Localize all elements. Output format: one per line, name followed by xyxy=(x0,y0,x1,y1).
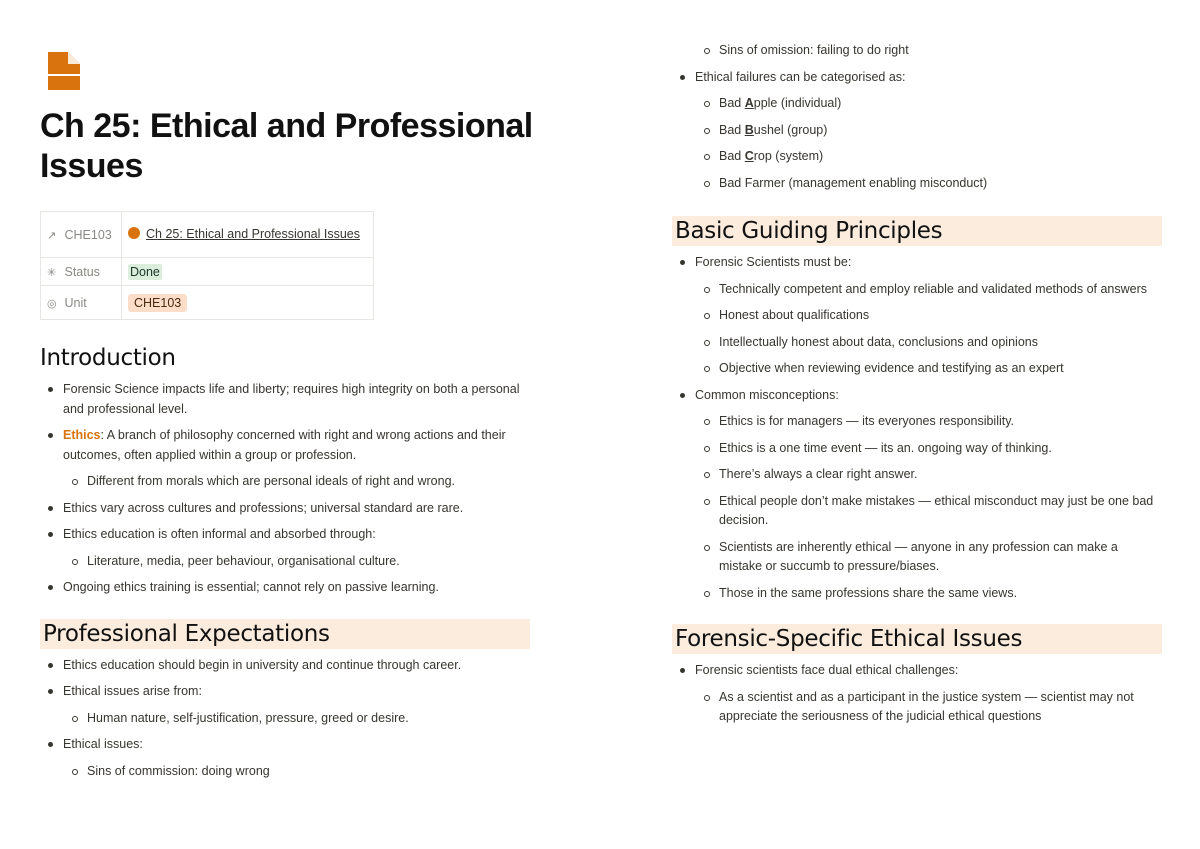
list-item: Forensic Scientists must be: xyxy=(672,253,1162,273)
list-item: Honest about qualifications xyxy=(672,306,1162,326)
heading-basic-guiding-principles: Basic Guiding Principles xyxy=(672,216,1162,246)
unit-key: Unit xyxy=(64,295,87,310)
list-item: Those in the same professions share the same views. xyxy=(672,584,1162,604)
list-item: Bad Crop (system) xyxy=(672,147,1162,167)
list-item: Sins of commission: doing wrong xyxy=(40,762,530,782)
left-column xyxy=(40,343,530,781)
heading-professional-expectations: Professional Expectations xyxy=(40,619,530,649)
arrow-up-right-icon: ↗ xyxy=(47,229,57,242)
list-item: Literature, media, peer behaviour, organisational culture. xyxy=(40,552,530,572)
document-icon xyxy=(48,52,80,90)
heading-forensic-specific-ethical-issues: Forensic-Specific Ethical Issues xyxy=(672,624,1162,654)
list-item: Ethics is a one time event — its an. ongoing way of thinking. xyxy=(672,439,1162,459)
list-item: Ethics education should begin in university and continue through career. xyxy=(40,656,530,676)
list-item: Ethics: A branch of philosophy concerned with right and wrong actions and their outcomes, often applied within a group or profession. xyxy=(40,426,530,465)
list-item: Common misconceptions: xyxy=(672,386,1162,406)
list-item: Technically competent and employ reliable and validated methods of answers xyxy=(672,280,1162,300)
properties-table xyxy=(40,211,374,320)
status-key: Status xyxy=(64,264,100,279)
list-item: Ethical people don’t make mistakes — ethical misconduct may just be one bad decision. xyxy=(672,492,1162,531)
list-item: Forensic Science impacts life and liberty; requires high integrity on both a personal and professional level. xyxy=(40,380,530,419)
list-item: Ethics is for managers — its everyones responsibility. xyxy=(672,412,1162,432)
professional-list-continued xyxy=(672,41,1162,193)
property-row-status xyxy=(41,258,374,286)
page-title: Ch 25: Ethical and Professional Issues xyxy=(40,107,533,185)
property-row-unit xyxy=(41,286,374,320)
property-row-relation xyxy=(41,212,374,258)
relation-link[interactable]: Ch 25: Ethical and Professional Issues xyxy=(146,227,361,241)
list-item: Different from morals which are personal ideals of right and wrong. xyxy=(40,472,530,492)
list-item: Ethics education is often informal and absorbed through: xyxy=(40,525,530,545)
list-item: Ethical issues arise from: xyxy=(40,682,530,702)
list-item: Ethical failures can be categorised as: xyxy=(672,68,1162,88)
list-item: Ethics vary across cultures and professions; universal standard are rare. xyxy=(40,499,530,519)
relation-key: CHE103 xyxy=(64,227,112,242)
list-item: Objective when reviewing evidence and testifying as an expert xyxy=(672,359,1162,379)
unit-badge[interactable]: CHE103 xyxy=(128,294,187,312)
target-icon: ◎ xyxy=(47,297,57,310)
list-item: Scientists are inherently ethical — anyone in any profession can make a mistake or succumb to pressure/biases. xyxy=(672,538,1162,577)
relation-page-icon xyxy=(128,227,140,239)
list-item: Ongoing ethics training is essential; cannot rely on passive learning. xyxy=(40,578,530,598)
list-item: Forensic scientists face dual ethical challenges: xyxy=(672,661,1162,681)
list-item: There’s always a clear right answer. xyxy=(672,465,1162,485)
status-badge[interactable]: Done xyxy=(130,264,160,279)
forensic-list xyxy=(672,661,1162,727)
list-item: Intellectually honest about data, conclusions and opinions xyxy=(672,333,1162,353)
heading-introduction: Introduction xyxy=(40,345,176,371)
loader-icon: ✳ xyxy=(47,266,57,279)
list-item: Human nature, self-justification, pressure, greed or desire. xyxy=(40,709,530,729)
list-item: Bad Farmer (management enabling misconduct) xyxy=(672,174,1162,194)
list-item: Bad Bushel (group) xyxy=(672,121,1162,141)
guiding-list xyxy=(672,253,1162,603)
introduction-list xyxy=(40,380,530,598)
list-item: Ethical issues: xyxy=(40,735,530,755)
list-item: Sins of omission: failing to do right xyxy=(672,41,1162,61)
ethics-term: Ethics xyxy=(63,428,101,442)
list-item: Bad Apple (individual) xyxy=(672,94,1162,114)
right-column xyxy=(672,41,1162,727)
list-item: As a scientist and as a participant in the justice system — scientist may not appreciate the seriousness of the judicial ethical questions xyxy=(672,688,1162,727)
professional-list xyxy=(40,656,530,782)
